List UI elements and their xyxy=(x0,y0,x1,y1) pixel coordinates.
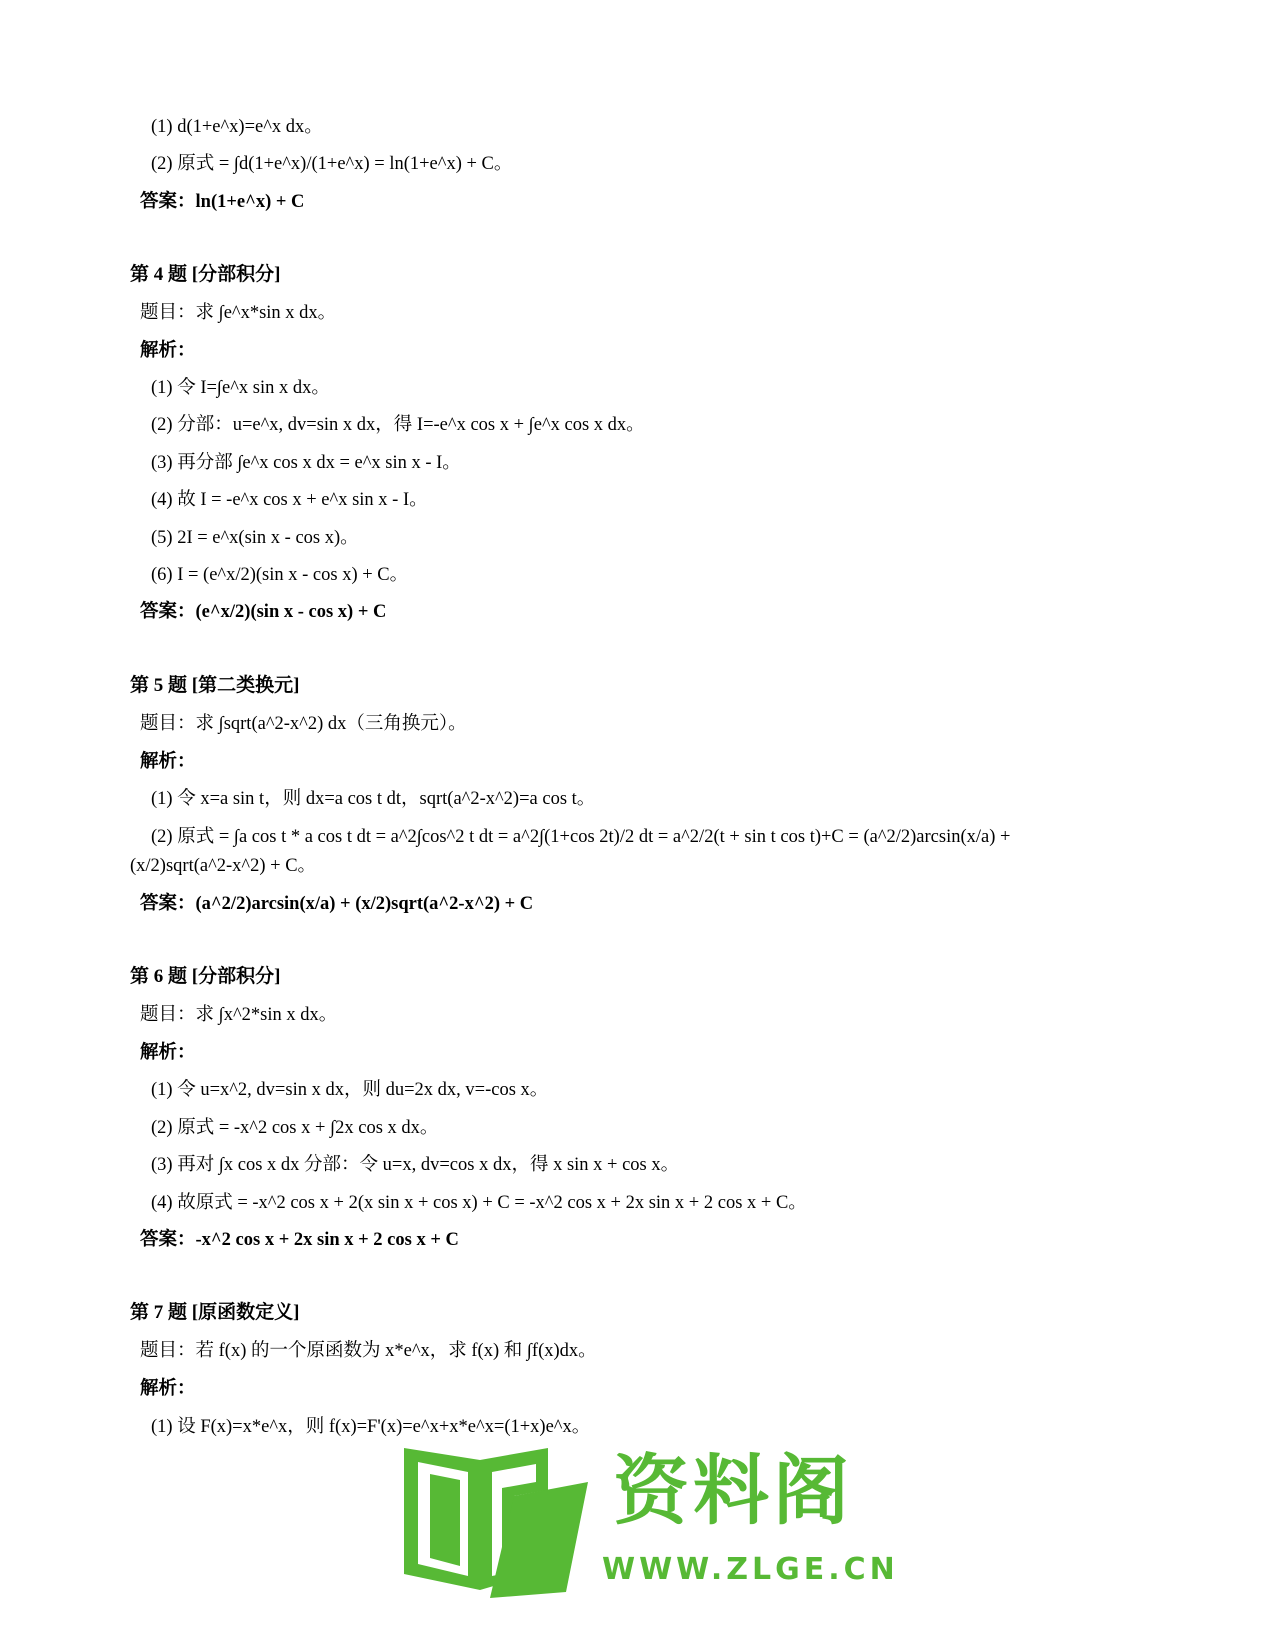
analysis-label: 解析： xyxy=(140,1043,196,1063)
answer-label: 答案： xyxy=(140,602,196,622)
analysis-label: 解析： xyxy=(140,752,196,772)
question-heading: 第 7 题 [原函数定义] xyxy=(130,1302,300,1323)
analysis-label: 解析： xyxy=(140,341,196,361)
step-line: (1) 令 x=a sin t，则 dx=a cos t dt，sqrt(a^2-x^2)=a cos t。 xyxy=(151,789,596,809)
answer-line xyxy=(140,1228,459,1252)
question-prompt: 题目：求 ∫sqrt(a^2-x^2) dx（三角换元）。 xyxy=(140,714,467,734)
answer-value: (a^2/2)arcsin(x/a) + (x/2)sqrt(a^2-x^2) + C xyxy=(195,894,534,914)
answer-label: 答案： xyxy=(140,1230,196,1250)
step-line: (2) 原式 = -x^2 cos x + ∫2x cos x dx。 xyxy=(151,1118,439,1138)
answer-line xyxy=(140,190,304,214)
question-heading: 第 4 题 [分部积分] xyxy=(130,264,281,285)
step-line: (1) 令 I=∫e^x sin x dx。 xyxy=(151,378,330,398)
step-line: (4) 故原式 = -x^2 cos x + 2(x sin x + cos x) + C = -x^2 cos x + 2x sin x + 2 cos x + C。 xyxy=(151,1193,807,1213)
question-prompt: 题目：求 ∫e^x*sin x dx。 xyxy=(140,303,337,323)
answer-value: (e^x/2)(sin x - cos x) + C xyxy=(195,602,387,622)
analysis-label: 解析： xyxy=(140,1379,196,1399)
answer-line xyxy=(140,600,386,624)
step-line-continued: (x/2)sqrt(a^2-x^2) + C。 xyxy=(130,856,317,876)
watermark-url: WWW.ZLGE.CN xyxy=(602,1552,899,1587)
question-heading: 第 5 题 [第二类换元] xyxy=(130,675,300,696)
question-prompt: 题目：求 ∫x^2*sin x dx。 xyxy=(140,1005,338,1025)
step-line: (6) I = (e^x/2)(sin x - cos x) + C。 xyxy=(151,565,409,585)
question-prompt: 题目：若 f(x) 的一个原函数为 x*e^x，求 f(x) 和 ∫f(x)dx。 xyxy=(140,1341,597,1361)
answer-value: ln(1+e^x) + C xyxy=(195,192,305,212)
step-line: (2) 分部：u=e^x, dv=sin x dx，得 I=-e^x cos x + ∫e^x cos x dx。 xyxy=(151,415,645,435)
step-line: (2) 原式 = ∫a cos t * a cos t dt = a^2∫cos^2 t dt = a^2∫(1+cos 2t)/2 dt = a^2/2(t + sin t cos t)+C = (a^2/2)arcsin(x/a) + xyxy=(151,827,1011,847)
answer-value: -x^2 cos x + 2x sin x + 2 cos x + C xyxy=(195,1230,459,1250)
watermark-title: 资料阁 xyxy=(613,1446,853,1535)
step-line: (4) 故 I = -e^x cos x + e^x sin x - I。 xyxy=(151,490,428,510)
question-heading: 第 6 题 [分部积分] xyxy=(130,966,281,987)
open-book-logo-icon xyxy=(398,1442,598,1598)
watermark xyxy=(398,1442,899,1598)
answer-line xyxy=(140,892,533,916)
step-line: (3) 再对 ∫x cos x dx 分部：令 u=x, dv=cos x dx，得 x sin x + cos x。 xyxy=(151,1155,680,1175)
step-line: (2) 原式 = ∫d(1+e^x)/(1+e^x) = ln(1+e^x) + C。 xyxy=(151,154,513,174)
step-line: (1) d(1+e^x)=e^x dx。 xyxy=(151,117,323,137)
answer-label: 答案： xyxy=(140,894,196,914)
step-line: (1) 令 u=x^2, dv=sin x dx，则 du=2x dx, v=-cos x。 xyxy=(151,1080,549,1100)
step-line: (1) 设 F(x)=x*e^x，则 f(x)=F'(x)=e^x+x*e^x=(1+x)e^x。 xyxy=(151,1417,591,1437)
step-line: (5) 2I = e^x(sin x - cos x)。 xyxy=(151,528,359,548)
step-line: (3) 再分部 ∫e^x cos x dx = e^x sin x - I。 xyxy=(151,453,461,473)
answer-label: 答案： xyxy=(140,192,196,212)
